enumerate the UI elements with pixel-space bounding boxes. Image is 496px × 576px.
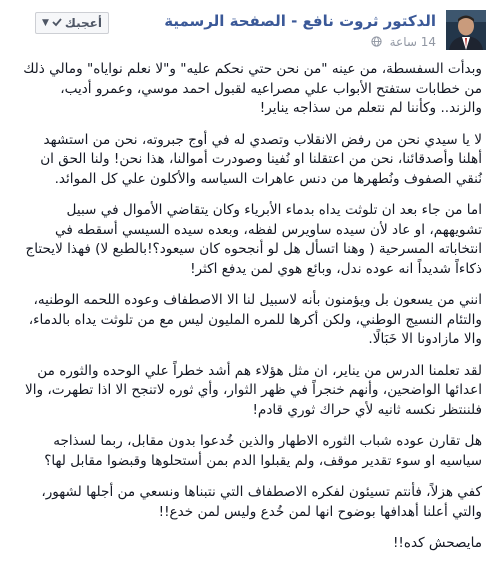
- post-meta: [371, 35, 436, 50]
- author-name-link[interactable]: الدكتور ثروت نافع - الصفحة الرسمية: [164, 12, 436, 30]
- post-paragraph: وبدأت السفسطة، من عينه "من نحن حتي نحكم عليه" و"لا نعلم نواياه" ومالي ذلك من خطابات ستفتح الأبواب علي مصراعيه لقبول احمد موسي، وعمرو أديب، والزند.. وكأننا لم نتعلم من سذاجه يناير!: [23, 61, 482, 116]
- post-timestamp[interactable]: 14 ساعة: [389, 35, 436, 49]
- like-page-button[interactable]: [35, 12, 109, 34]
- like-button-label: أعجبك: [64, 16, 102, 30]
- post-paragraph: كفي هزلاً، فأنتم تسيئون لفكره الاصطفاف التي نتبناها ونسعي من أجلها لشهور، والتي أعلنا أهدافها بوضوح انها لمن خُدع وليس لمن خدع!!: [41, 484, 482, 520]
- avatar-photo: [446, 10, 486, 50]
- post-header: [0, 0, 496, 54]
- author-avatar[interactable]: [446, 10, 486, 50]
- post-paragraph: لا يا سيدي نحن من رفض الانقلاب وتصدي له في أوج جبروته، نحن من استشهد أهلنا وأصدقائنا، نحن من اعتقلنا او نُفينا وصودرت أموالنا، هذا نحن! ولنا الحق ان نُنقي الصفوف ونُطهرها من دنس عاهرات السياسه والأكلون علي كل الموائد.: [40, 131, 482, 187]
- chevron-down-icon: ▼: [42, 18, 49, 28]
- post-paragraph: هل تقارن عوده شباب الثوره الاطهار والذين خُدعوا بدون مقابل، ربما لسذاجه سياسيه او سوء تقدير موقف، ولم يقبلوا الدم بمن أستحلوها وقبضوا مقابل لها؟: [44, 433, 482, 469]
- checkmark-icon: [52, 13, 62, 33]
- post-paragraph: لقد تعلمنا الدرس من يناير، ان مثل هؤلاء هم أشد خطراً علي الوحده والثوره من اعدائها الواضحين، وأنهم خنجراً في ظهر الثوار، وأي ثوره لاتنجح الا اذا تطهرت، والا فلننتظر نكسه ثانيه لأي حراك ثوري قادم!: [25, 362, 482, 418]
- post-paragraph: مايصحش كده!!: [392, 535, 482, 551]
- post-paragraph: اما من جاء بعد ان تلوثت يداه بدماء الأبرياء وكان يتقاضي الأموال في سبيل تشويههم، او عاد لأن سيده ساويرس لفظه، وبعده سيده السيسي أسقطه في انتخاباته المسرحية ( وهنا اتسأل هل لو أنجحوه كان سيعود؟!بالطبع لا) فهذا لايحتاج ذكاءاً شديداً انه عوده ندل، وبائع هوي لمن يدفع اكثر!: [25, 202, 482, 277]
- globe-icon: [371, 36, 382, 50]
- post-paragraph: انني من يسعون بل ويؤمنون بأنه لاسبيل لنا الا الاصطفاف وعوده اللحمه الوطنيه، والتئام النسيج الوطني، ولكن أكرها للمره المليون ليس مع من تلوثت يداه بالدماء، والا مازادونا الا خَبَالًا.: [28, 292, 482, 347]
- post-body: [16, 60, 482, 566]
